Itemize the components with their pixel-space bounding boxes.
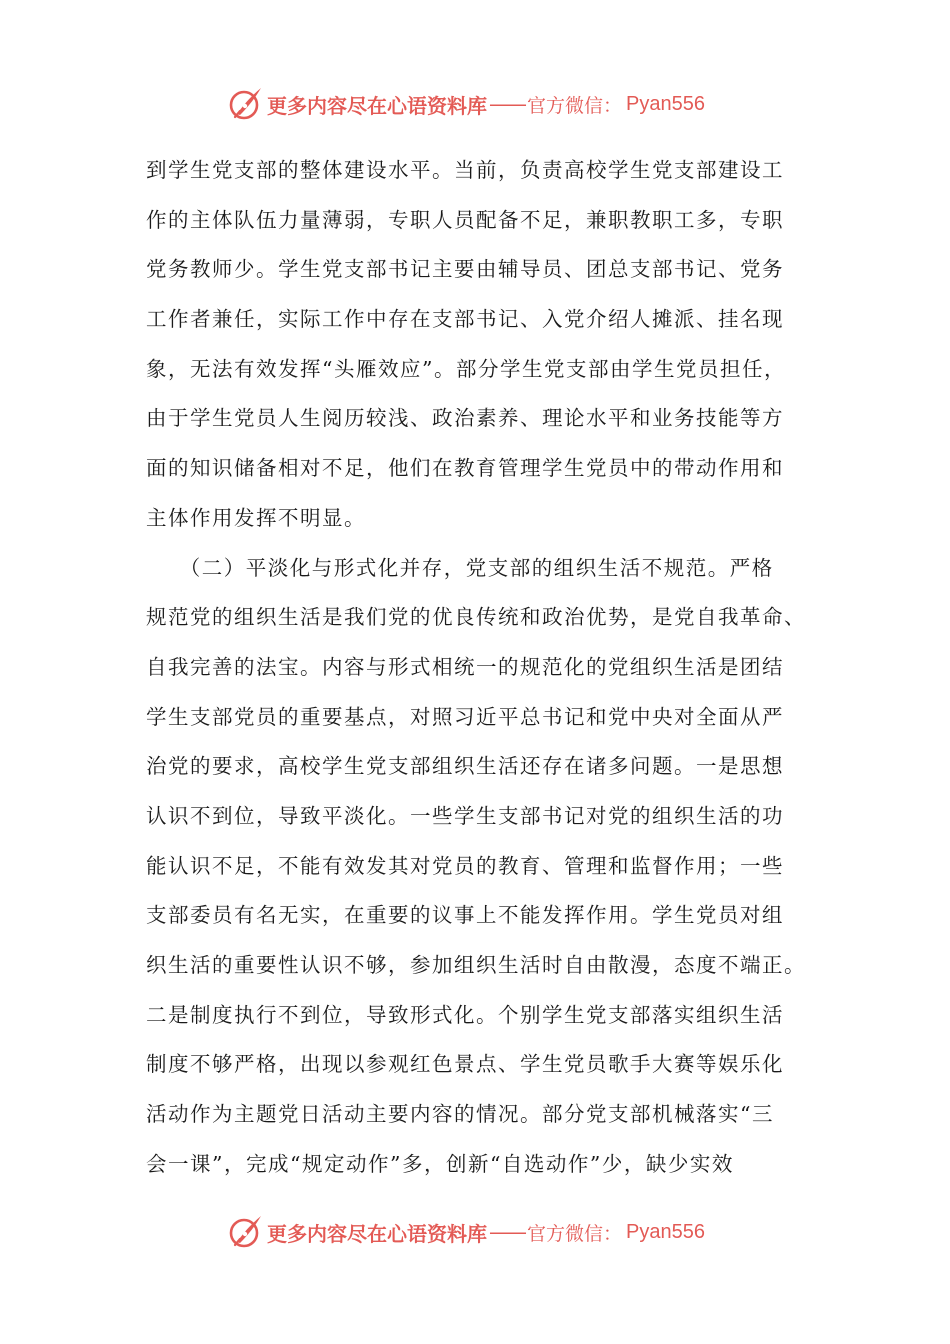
footer-watermark xyxy=(225,1210,705,1254)
watermark-dash: —— xyxy=(489,1220,525,1244)
text-line: 活动作为主题党日活动主要内容的情况。部分党支部机械落实“三 xyxy=(146,1102,774,1127)
document-body xyxy=(146,146,810,1189)
watermark-brand-text: 更多内容尽在心语资料库 xyxy=(267,93,487,118)
text-line: 主体作用发挥不明显。 xyxy=(146,505,366,530)
quill-logo-icon xyxy=(225,84,265,124)
text-line: 工作者兼任，实际工作中存在支部书记、入党介绍人摊派、挂名现 xyxy=(146,307,784,332)
text-line: 制度不够严格，出现以参观红色景点、学生党员歌手大赛等娱乐化 xyxy=(146,1052,784,1077)
text-line: 自我完善的法宝。内容与形式相统一的规范化的党组织生活是团结 xyxy=(146,654,784,679)
text-line: 面的知识储备相对不足，他们在教育管理学生党员中的带动作用和 xyxy=(146,456,784,481)
text-line: 规范党的组织生活是我们党的优良传统和政治优势，是党自我革命、 xyxy=(146,605,806,630)
text-line: 认识不到位，导致平淡化。一些学生支部书记对党的组织生活的功 xyxy=(146,803,784,828)
text-line: 党务教师少。学生党支部书记主要由辅导员、团总支部书记、党务 xyxy=(146,257,784,282)
watermark-brand-text: 更多内容尽在心语资料库 xyxy=(267,1221,487,1246)
text-line: 由于学生党员人生阅历较浅、政治素养、理论水平和业务技能等方 xyxy=(146,406,784,431)
text-line: 治党的要求，高校学生党支部组织生活还存在诸多问题。一是思想 xyxy=(146,754,784,779)
text-line: 象，无法有效发挥“头雁效应”。部分学生党支部由学生党员担任， xyxy=(146,356,786,381)
watermark-dash: —— xyxy=(489,92,525,116)
text-line: 支部委员有名无实，在重要的议事上不能发挥作用。学生党员对组 xyxy=(146,903,784,928)
text-line: 到学生党支部的整体建设水平。当前，负责高校学生党支部建设工 xyxy=(146,158,784,182)
section-heading-line: （二）平淡化与形式化并存，党支部的组织生活不规范。严格 xyxy=(146,555,774,580)
watermark-wechat-label: 官方微信： xyxy=(527,94,623,117)
quill-logo-icon xyxy=(225,1212,265,1252)
text-line: 能认识不足，不能有效发其对党员的教育、管理和监督作用；一些 xyxy=(146,853,784,878)
text-line: 学生支部党员的重要基点，对照习近平总书记和党中央对全面从严 xyxy=(146,704,784,729)
text-line: 会一课”，完成“规定动作”多，创新“自选动作”少，缺少实效 xyxy=(146,1151,734,1176)
header-watermark xyxy=(225,82,705,126)
watermark-wechat-id: Pyan556 xyxy=(626,92,705,115)
text-line: 作的主体队伍力量薄弱，专职人员配备不足，兼职教职工多，专职 xyxy=(146,207,784,232)
text-line: 织生活的重要性认识不够，参加组织生活时自由散漫，态度不端正。 xyxy=(146,953,806,977)
watermark-wechat-label: 官方微信： xyxy=(527,1222,623,1245)
text-line: 二是制度执行不到位，导致形式化。个别学生党支部落实组织生活 xyxy=(146,1002,784,1027)
watermark-wechat-id: Pyan556 xyxy=(626,1220,705,1243)
